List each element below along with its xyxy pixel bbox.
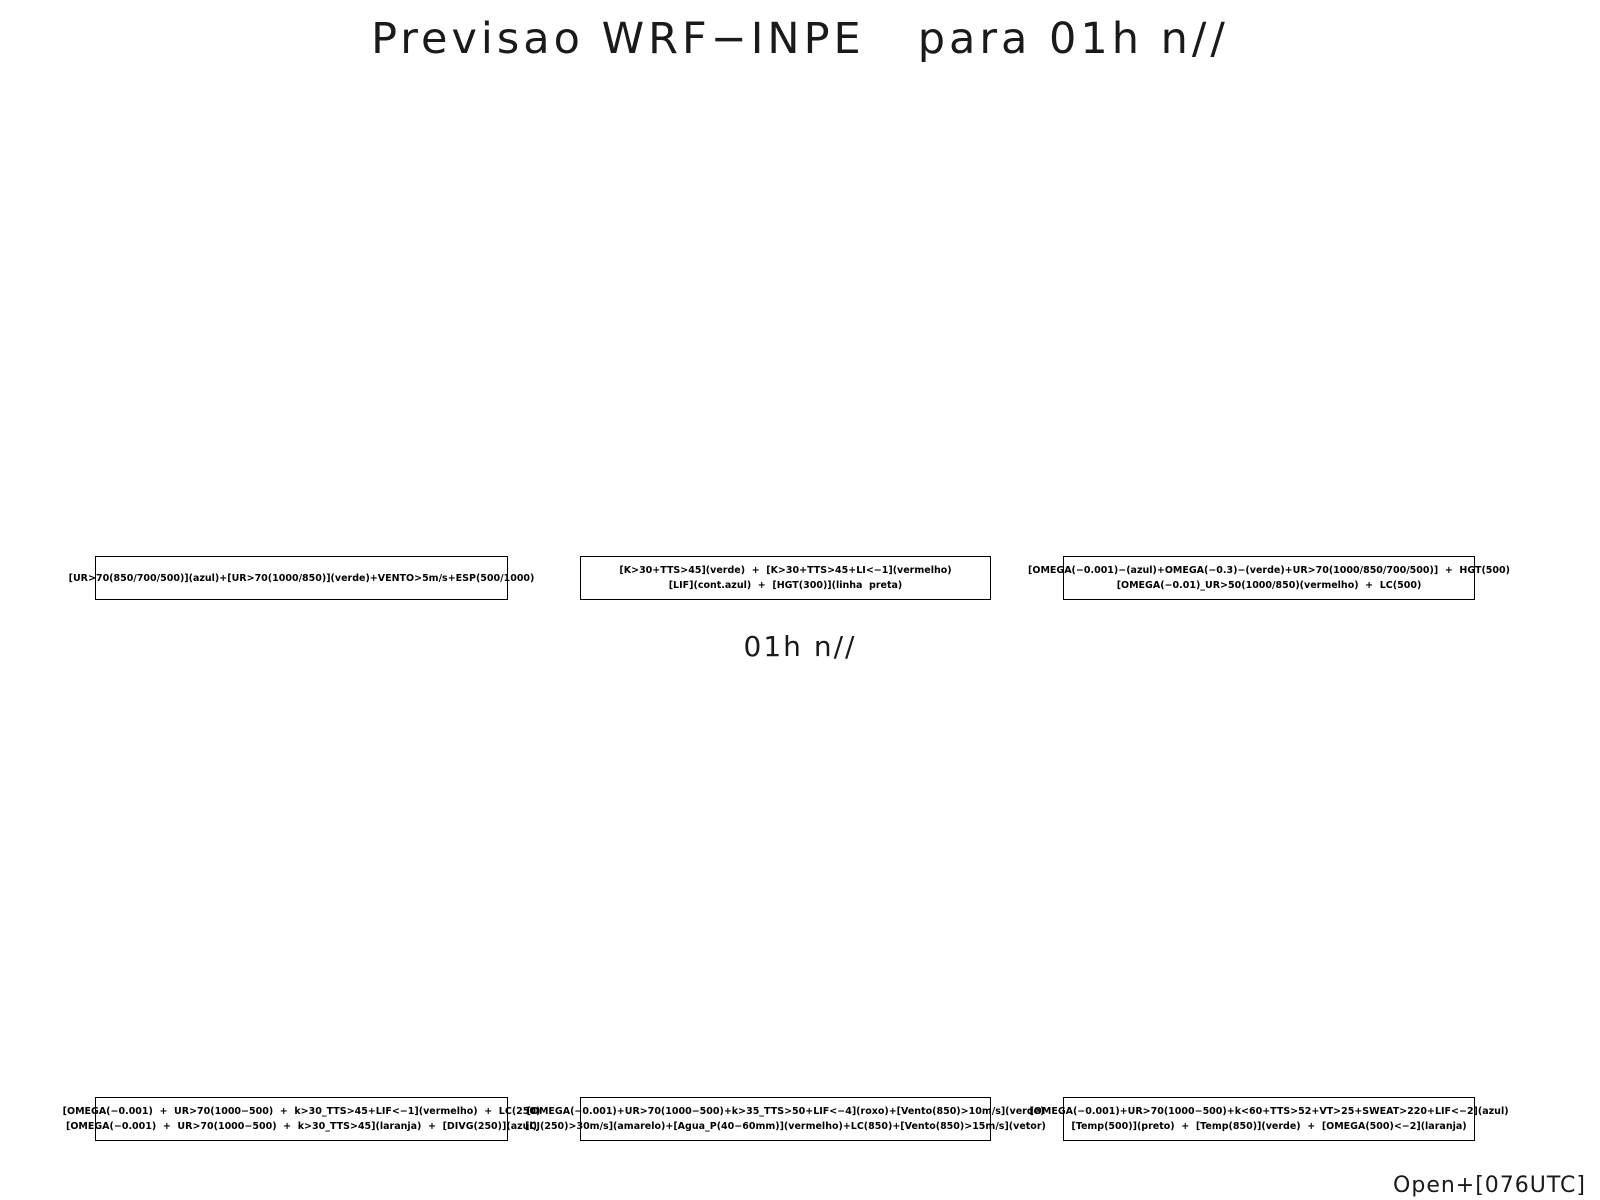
legend-line: [UR>70(850/700/500)](azul)+[UR>70(1000/850)](verde)+VENTO>5m/s+ESP(500/1000) — [68, 572, 535, 584]
legend-line: [OMEGA(−0.001) + UR>70(1000−500) + k>30_TTS>45+LIF<−1](vermelho) + LC(250) — [62, 1106, 541, 1117]
legend-box-cj-agua — [525, 1097, 1046, 1141]
page-title: Previsao WRF−INPE para 01h n// — [371, 14, 1229, 64]
legend-line: [CJ(250)>30m/s](amarelo)+[Agua_P(40−60mm)](vermelho)+LC(850)+[Vento(850)>15m/s](vetor) — [525, 1121, 1046, 1132]
legend-box-omega-lc — [62, 1097, 541, 1141]
legend-line: [OMEGA(−0.001)+UR>70(1000−500)+k>35_TTS>50+LIF<−4](roxo)+[Vento(850)>10m/s](verde) — [526, 1106, 1045, 1117]
legend-box-sweat-temp — [1029, 1097, 1509, 1141]
open-utc-note: Open+[076UTC] — [1393, 1173, 1586, 1198]
legend-line: [OMEGA(−0.001) + UR>70(1000−500) + k>30_TTS>45](laranja) + [DIVG(250)](azul) — [66, 1121, 537, 1132]
legend-box-omega-hgt — [1028, 556, 1510, 600]
legend-line: [OMEGA(−0.01)_UR>50(1000/850)(vermelho) + LC(500) — [1116, 580, 1422, 591]
legend-line: [OMEGA(−0.001)−(azul)+OMEGA(−0.3)−(verde)+UR>70(1000/850/700/500)] + HGT(500) — [1028, 565, 1510, 576]
legend-box-ur-vento — [68, 556, 535, 600]
legend-box-k-tts — [580, 556, 991, 600]
legend-line: [OMEGA(−0.001)+UR>70(1000−500)+k<60+TTS>52+VT>25+SWEAT>220+LIF<−2](azul) — [1029, 1106, 1509, 1117]
legend-line: [Temp(500)](preto) + [Temp(850)](verde) + [OMEGA(500)<−2](laranja) — [1071, 1121, 1467, 1132]
forecast-hour-caption: 01h n// — [743, 630, 857, 663]
legend-line: [LIF](cont.azul) + [HGT(300)](linha preta) — [668, 580, 903, 591]
legend-line: [K>30+TTS>45](verde) + [K>30+TTS>45+LI<−1](vermelho) — [619, 565, 952, 576]
